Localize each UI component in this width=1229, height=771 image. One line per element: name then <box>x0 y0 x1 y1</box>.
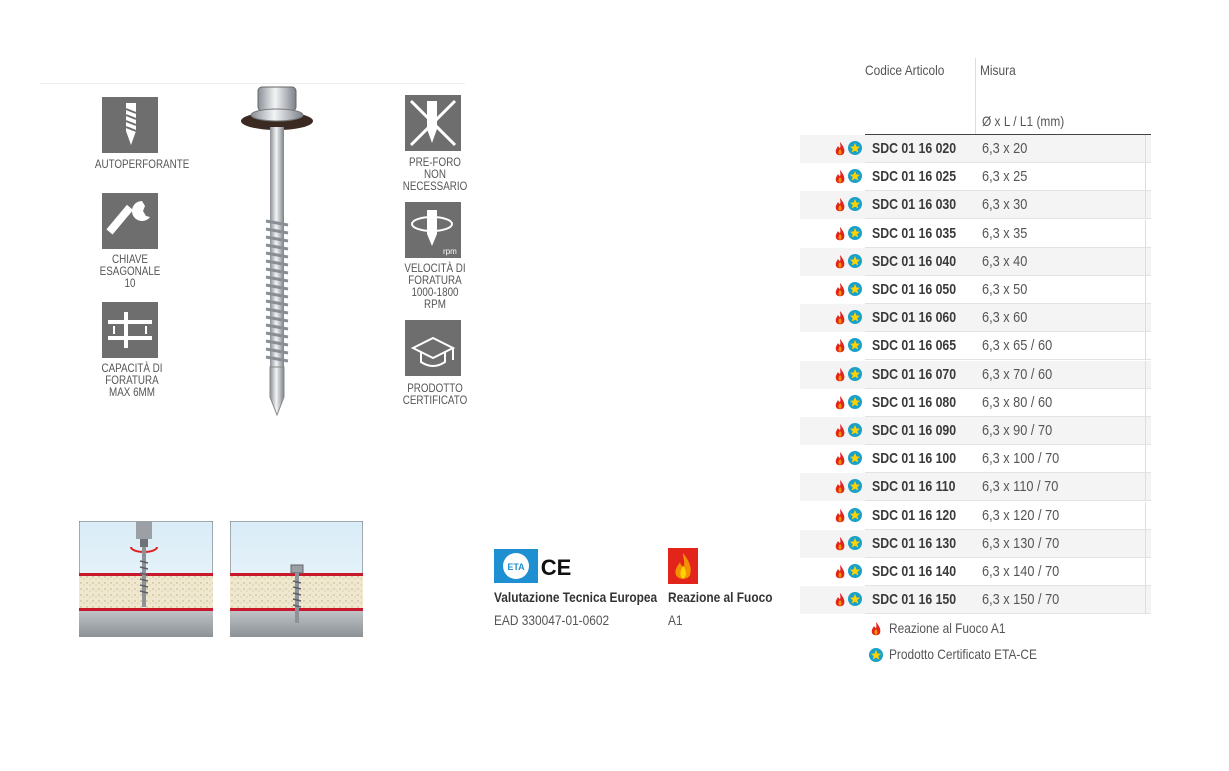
article-size: 6,3 x 40 <box>982 252 1028 270</box>
fire-icon <box>834 424 846 443</box>
star-badge-icon <box>848 536 862 555</box>
article-code: SDC 01 16 090 <box>872 422 957 439</box>
fire-icon <box>834 339 846 358</box>
fire-icon <box>834 170 846 189</box>
article-size: 6,3 x 70 / 60 <box>982 365 1053 383</box>
star-badge-icon <box>848 197 862 216</box>
fire-icon <box>870 622 882 641</box>
star-badge-icon <box>848 451 862 470</box>
wrench-icon <box>102 193 158 249</box>
article-code: SDC 01 16 060 <box>872 309 957 327</box>
table-row <box>800 220 1151 248</box>
fire-icon <box>834 368 846 387</box>
top-divider <box>40 83 465 84</box>
table-row <box>800 473 1151 501</box>
article-size: 6,3 x 65 / 60 <box>982 337 1053 355</box>
header-divider <box>975 58 976 135</box>
star-badge-icon <box>848 282 862 301</box>
install-diagram-fixed <box>230 521 363 637</box>
fire-icon <box>834 452 846 471</box>
table-row <box>800 248 1151 276</box>
legend-certified-text: Prodotto Certificato ETA-CE <box>889 646 1037 662</box>
star-badge-icon <box>848 479 862 498</box>
table-row <box>800 163 1151 191</box>
star-badge-icon <box>848 395 862 414</box>
table-row <box>800 276 1151 304</box>
article-size: 6,3 x 50 <box>982 281 1028 298</box>
cert-value-eta: EAD 330047-01-0602 <box>494 612 610 628</box>
article-size: 6,3 x 120 / 70 <box>982 506 1060 524</box>
fire-icon <box>834 311 846 330</box>
star-badge-icon <box>848 564 862 583</box>
star-badge-icon <box>848 367 862 386</box>
fire-icon <box>668 548 698 584</box>
article-code: SDC 01 16 050 <box>872 281 957 298</box>
feature-label-certified: PRODOTTO CERTIFICATO <box>402 381 468 407</box>
feature-label-capacity: CAPACITÀ DI FORATURA MAX 6MM <box>101 361 163 399</box>
table-row <box>800 389 1151 417</box>
table-row <box>800 135 1151 163</box>
article-code: SDC 01 16 130 <box>872 534 957 552</box>
table-row <box>800 502 1151 530</box>
screw-image <box>236 85 318 420</box>
legend-fire-text: Reazione al Fuoco A1 <box>889 620 1006 636</box>
fire-icon <box>834 593 846 612</box>
row-divider <box>1145 276 1146 304</box>
certified-product-icon <box>405 320 461 376</box>
article-size: 6,3 x 80 / 60 <box>982 393 1053 411</box>
table-row <box>800 191 1151 219</box>
table-row <box>800 530 1151 558</box>
svg-text:CE: CE <box>540 555 572 580</box>
article-code: SDC 01 16 120 <box>872 506 957 524</box>
no-predrill-icon <box>405 95 461 151</box>
column-header-code: Codice Articolo <box>865 62 945 78</box>
article-code: SDC 01 16 110 <box>872 478 956 496</box>
article-code: SDC 01 16 150 <box>872 591 957 609</box>
row-divider <box>1145 248 1146 276</box>
table-row <box>800 361 1151 389</box>
article-code: SDC 01 16 140 <box>872 563 957 580</box>
article-size: 6,3 x 20 <box>982 140 1028 157</box>
article-code: SDC 01 16 030 <box>872 196 957 214</box>
cert-value-fire: A1 <box>668 612 683 628</box>
row-divider <box>1145 332 1146 360</box>
article-size: 6,3 x 30 <box>982 196 1028 214</box>
feature-label-rpm: VELOCITÀ DI FORATURA 1000-1800 RPM <box>404 261 466 311</box>
eta-ce-icon <box>494 549 576 583</box>
article-code: SDC 01 16 035 <box>872 224 957 242</box>
fire-icon <box>834 142 846 161</box>
row-divider <box>1145 304 1146 332</box>
article-size: 6,3 x 90 / 70 <box>982 422 1053 439</box>
article-code: SDC 01 16 020 <box>872 140 957 157</box>
article-code: SDC 01 16 080 <box>872 393 957 411</box>
star-badge-icon <box>848 254 862 273</box>
feature-label-no-predrill: PRE-FORO NON NECESSARIO <box>402 155 468 193</box>
article-size: 6,3 x 130 / 70 <box>982 534 1060 552</box>
row-divider <box>1145 163 1146 191</box>
row-divider <box>1145 502 1146 530</box>
star-badge-icon <box>848 169 862 188</box>
row-border <box>865 613 1151 614</box>
fire-icon <box>834 509 846 528</box>
table-row <box>800 417 1151 445</box>
row-divider <box>1145 220 1146 248</box>
row-divider <box>1145 530 1146 558</box>
rpm-icon <box>405 202 461 258</box>
star-badge-icon <box>848 592 862 611</box>
article-code: SDC 01 16 065 <box>872 337 957 355</box>
article-size: 6,3 x 110 / 70 <box>982 478 1059 496</box>
table-row <box>800 586 1151 614</box>
cert-title-fire: Reazione al Fuoco <box>668 589 773 605</box>
star-badge-icon <box>848 141 862 160</box>
article-size: 6,3 x 100 / 70 <box>982 450 1060 468</box>
table-row <box>800 558 1151 586</box>
row-divider <box>1145 558 1146 586</box>
star-badge-icon <box>848 508 862 527</box>
column-header-size-unit: Ø x L / L1 (mm) <box>982 113 1065 129</box>
row-divider <box>1145 586 1146 614</box>
svg-text:rpm: rpm <box>443 247 457 256</box>
fire-icon <box>834 283 846 302</box>
star-badge-icon <box>848 338 862 357</box>
star-badge-icon <box>848 310 862 329</box>
cert-title-eta: Valutazione Tecnica Europea <box>494 589 658 605</box>
article-code: SDC 01 16 040 <box>872 252 957 270</box>
row-divider <box>1145 473 1146 501</box>
self-drilling-icon <box>102 97 158 153</box>
column-header-size: Misura <box>980 62 1016 78</box>
fire-icon <box>834 565 846 584</box>
article-size: 6,3 x 25 <box>982 168 1028 186</box>
star-badge-icon <box>848 423 862 442</box>
fire-icon <box>834 227 846 246</box>
article-size: 6,3 x 35 <box>982 224 1028 242</box>
star-badge-icon <box>848 226 862 245</box>
row-divider <box>1145 445 1146 473</box>
star-badge-icon <box>869 648 883 667</box>
svg-text:ETA: ETA <box>507 562 525 572</box>
article-size: 6,3 x 150 / 70 <box>982 591 1060 609</box>
table-row <box>800 304 1151 332</box>
fire-icon <box>834 255 846 274</box>
article-code: SDC 01 16 100 <box>872 450 957 468</box>
row-divider <box>1145 191 1146 219</box>
row-divider <box>1145 389 1146 417</box>
row-divider <box>1145 361 1146 389</box>
feature-label-self-drilling: AUTOPERFORANTE <box>94 157 190 171</box>
install-diagram-drilling <box>79 521 213 637</box>
table-row <box>800 445 1151 473</box>
article-code: SDC 01 16 070 <box>872 365 957 383</box>
fire-icon <box>834 198 846 217</box>
article-code: SDC 01 16 025 <box>872 168 957 186</box>
drilling-capacity-icon <box>102 302 158 358</box>
fire-icon <box>834 480 846 499</box>
feature-label-wrench: CHIAVE ESAGONALE 10 <box>99 252 161 290</box>
article-size: 6,3 x 140 / 70 <box>982 563 1060 580</box>
fire-icon <box>834 537 846 556</box>
row-divider <box>1145 417 1146 445</box>
fire-icon <box>834 396 846 415</box>
table-row <box>800 332 1151 360</box>
article-size: 6,3 x 60 <box>982 309 1028 327</box>
row-divider <box>1145 135 1146 163</box>
